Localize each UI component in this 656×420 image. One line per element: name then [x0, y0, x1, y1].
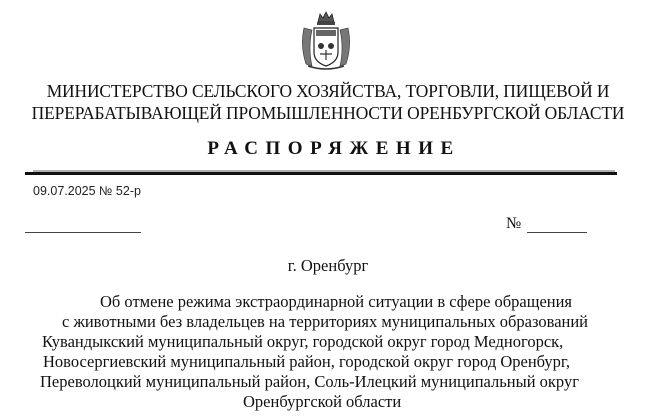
subject-line: Новосергиевский муниципальный район, городской округ город Оренбург, — [43, 352, 570, 371]
ministry-name — [0, 80, 656, 124]
header-rule-thick — [25, 172, 617, 175]
subject-line: Переволоцкий муниципальный район, Соль-Илецкий муниципальный округ — [40, 372, 579, 391]
coat-of-arms-icon — [298, 8, 354, 72]
document-type-title: РАСПОРЯЖЕНИЕ — [207, 138, 461, 159]
number-sign: № — [506, 215, 522, 232]
subject-line: Об отмене режима экстраординарной ситуации в сфере обращения — [100, 292, 573, 311]
subject-line: с животными без владельцев на территориях муниципальных образований — [62, 312, 589, 331]
city-name: г. Оренбург — [287, 256, 369, 275]
date-blank-line — [25, 232, 141, 233]
subject-line: Оренбургской области — [243, 392, 402, 411]
subject-line: Кувандыкский муниципальный округ, городской округ город Медногорск, — [42, 332, 564, 351]
document-subject — [0, 292, 656, 412]
number-blank-line — [527, 232, 587, 233]
registration-stamp: 09.07.2025 № 52-р — [33, 184, 141, 198]
ministry-line-1: МИНИСТЕРСТВО СЕЛЬСКОГО ХОЗЯЙСТВА, ТОРГОВЛИ, ПИЩЕВОЙ И — [46, 81, 610, 101]
ministry-line-2: ПЕРЕРАБАТЫВАЮЩЕЙ ПРОМЫШЛЕННОСТИ ОРЕНБУРГСКОЙ ОБЛАСТИ — [31, 103, 625, 123]
